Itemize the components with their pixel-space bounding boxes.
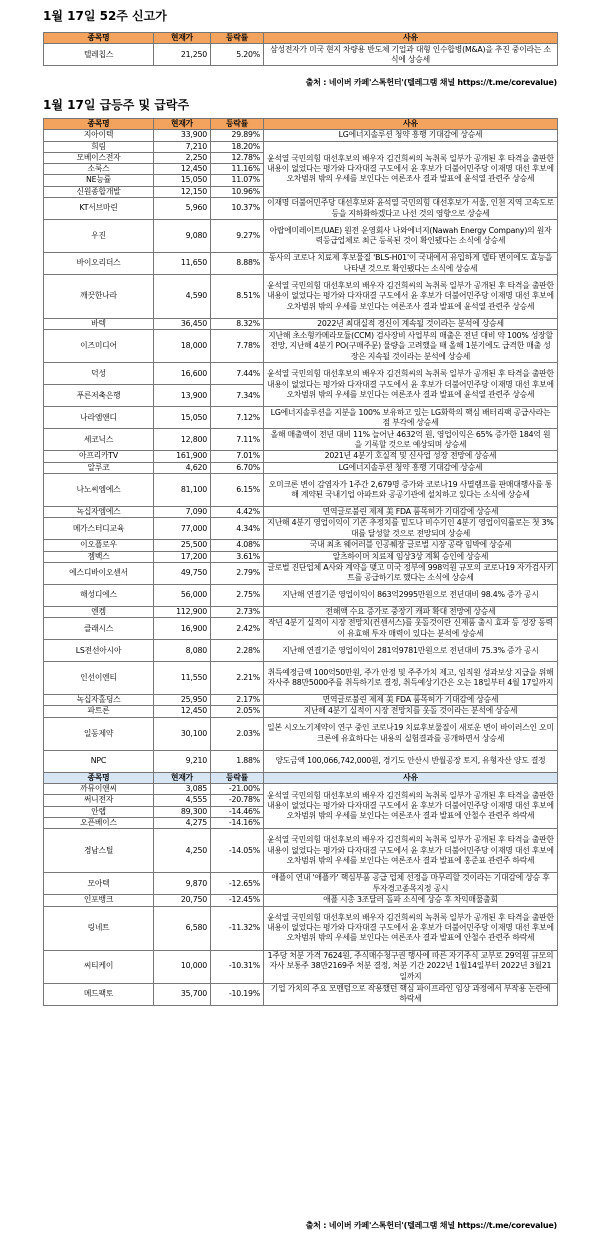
stock-reason: 글로벌 진단업체 A사와 계약을 맺고 미국 정부에 998억원 규모의 코로나19 자가검사키트를 공급하기로 했다는 소식에 상승세 [264,562,558,584]
stock-name: 오픈베이스 [44,817,154,828]
stock-change: 2.05% [211,706,264,717]
stock-change: 7.34% [211,385,264,407]
stock-change: -14.46% [211,806,264,817]
stock-price: 4,620 [154,462,211,473]
table-row [44,473,558,506]
table-row [44,784,558,795]
header-reason: 사유 [264,772,558,783]
table-row [44,618,558,640]
table-row [44,462,558,473]
stock-name: 덕성 [44,363,154,385]
stock-reason: 2021년 4분기 호실적 및 신사업 성장 전망에 상승세 [264,451,558,462]
stock-change: 2.17% [211,695,264,706]
stock-name: 녹십자홀딩스 [44,695,154,706]
stock-price: 49,750 [154,562,211,584]
table-row [44,562,558,584]
stock-name: 나라엠앤디 [44,407,154,429]
stock-name: NPC [44,750,154,772]
table-row [44,983,558,1005]
stock-change: 4.42% [211,506,264,517]
table-row [44,717,558,750]
header-name: 종목명 [44,33,154,44]
stock-name: 바텍 [44,319,154,330]
table-row [44,330,558,363]
stock-change: 2.03% [211,717,264,750]
stock-name: 모아텍 [44,873,154,895]
stock-name: 파트론 [44,706,154,717]
table-row [44,706,558,717]
stock-name: 세코닉스 [44,429,154,451]
stock-change: 3.61% [211,551,264,562]
stock-price: 11,550 [154,662,211,695]
table-row [44,44,558,66]
stock-reason: 지난해 4분기 영업이익이 기존 추정치를 밑도나 비수기인 4분기 영업이익률로는 첫 3%대를 달성할 것으로 전망되며 상승세 [264,518,558,540]
stock-name: 깨끗한나라 [44,275,154,319]
stock-reason: 기업 가치의 주요 모멘텀으로 작용했던 핵심 파이프라인 임상 과정에서 부작용 논란에 하락세 [264,983,558,1005]
stock-reason: 일본 시오노기제약이 연구 중인 코로나19 치료후보물질이 새로운 변이 바이러스인 오미크론에 유효하다는 내용의 실험결과를 공개하면서 상승세 [264,717,558,750]
header-change: 등락률 [211,772,264,783]
stock-change: 7.01% [211,451,264,462]
high52-title: 1월 17일 52주 신고가 [43,9,167,23]
stock-name: 이즈미디어 [44,330,154,363]
header-name: 종목명 [44,119,154,130]
header-price: 현재가 [154,119,211,130]
stock-name: 신원종합개발 [44,186,154,197]
stock-name: 우진 [44,220,154,253]
stock-price: 4,275 [154,817,211,828]
stock-reason: 국내 최초 웨어러블 인공췌장 글로벌 시장 공략 임박에 상승세 [264,540,558,551]
table-row [44,407,558,429]
stock-name: 해성디에스 [44,584,154,606]
stock-name: 지아이텍 [44,130,154,141]
stock-reason: 윤석열 국민의힘 대선후보의 배우자 김건희씨의 녹취록 일부가 공개된 후 타격을 출판한 내용이 없었다는 평가와 다자대결 구도에서 윤 후보가 더불어민주당 이재명 대선 후보에 오차범위 밖의 우세를 보인다는 여론조사 결과 발표에 윤석열 관련주 상승세 [264,275,558,319]
stock-price: 4,555 [154,795,211,806]
stock-change: 11.16% [211,164,264,175]
stock-reason: 동사의 코로나 치료제 후보물질 'BLS-H01'이 국내에서 유입하게 델타 변이에도 효능을 나타낸 것으로 확인됐다는 소식에 상승세 [264,253,558,275]
table-row [44,873,558,895]
stock-change: 7.11% [211,429,264,451]
stock-name: 젬백스 [44,551,154,562]
stock-name: 알루코 [44,462,154,473]
stock-reason: 애플이 연내 '애플카' 핵심부품 공급 업체 선정을 마무리할 것이라는 기대감에 상승 후 투자경고종목지정 공시 [264,873,558,895]
stock-name: 희림 [44,141,154,152]
stock-reason: 전해액 수요 증가로 중장기 캐파 확대 전망에 상승세 [264,606,558,617]
table-row [44,695,558,706]
stock-name: NE능률 [44,175,154,186]
stock-price: 9,210 [154,750,211,772]
stock-name: LS전선아시아 [44,640,154,662]
stock-reason: 윤석열 국민의힘 대선후보의 배우자 김건희씨의 녹취록 일부가 공개된 후 타격을 출판한 내용이 없었다는 평가와 다자대결 구도에서 윤 후보가 더불어민주당 이재명 대선 후보에 오차범위 밖의 우세를 보인다는 여론조사 결과 발표에 안철수 관련주 하락세 [264,784,558,829]
stock-change: -11.32% [211,906,264,950]
table-row [44,584,558,606]
table-row [44,253,558,275]
stock-name: 푸른저축은행 [44,385,154,407]
stock-change: -12.45% [211,895,264,906]
header-change: 등락률 [211,119,264,130]
header-reason: 사유 [264,119,558,130]
stock-price: 16,600 [154,363,211,385]
stock-change: 2.42% [211,618,264,640]
stock-price: 112,900 [154,606,211,617]
stock-name: 경남스틸 [44,829,154,873]
stock-reason: 취득예정금액 100억50만원, 주가 안정 및 주주가치 제고, 임직원 성과보상 지급을 위해 자사주 88만5000주를 취득하기로 결정, 취득예상기간은 오는 18일부터 4월 17일까지 [264,662,558,695]
stock-price: 36,450 [154,319,211,330]
table-header-row [44,119,558,130]
stock-change: -10.19% [211,983,264,1005]
stock-price: 8,080 [154,640,211,662]
stock-price: 33,900 [154,130,211,141]
table-row [44,198,558,220]
stock-change: 8.88% [211,253,264,275]
table-row [44,275,558,319]
stock-reason: 윤석열 국민의힘 대선후보의 배우자 김건희씨의 녹취록 일부가 공개된 후 타격을 출판한 내용이 없었다는 평가와 다자대결 구도에서 윤 후보가 더불어민주당 이재명 대선 후보에 오차범위 밖의 우세를 보인다는 여론조사 결과 발표에 안철수 관련주 하락세 [264,906,558,950]
stock-reason: 1주당 처분 가격 7624원, 주식매수청구권 행사에 따른 자기주식 교부로 29억원 규모의 자사 보통주 38만2169주 처분 결정, 처분 기간 2022년 1월14일부터 2022년 3월21일까지 [264,950,558,983]
stock-price: 56,000 [154,584,211,606]
stock-name: 에스디바이오센서 [44,562,154,584]
table-row [44,662,558,695]
stock-price: 77,000 [154,518,211,540]
header-price: 현재가 [154,33,211,44]
table-row [44,130,558,141]
stock-change: 7.44% [211,363,264,385]
stock-reason: 지난해 초소형카메라모듈(CCM) 검사장비 사업부의 매출은 전년 대비 약 100% 성장할 전망, 지난해 4분기 PO(구매주문) 물량을 고려했을 때 올해 1분기에도 급격한 매출 성장은 지속될 것이라는 분석에 상승세 [264,330,558,363]
stock-price: 10,000 [154,950,211,983]
stock-change: -14.05% [211,829,264,873]
stock-change: 2.73% [211,606,264,617]
table-row [44,220,558,253]
table-row [44,363,558,385]
stock-price: 12,150 [154,186,211,197]
stock-change: 2.79% [211,562,264,584]
table-row [44,950,558,983]
stock-price: 11,650 [154,253,211,275]
table-row [44,141,558,152]
stock-price: 30,100 [154,717,211,750]
stock-price: 12,800 [154,429,211,451]
stock-change: 8.32% [211,319,264,330]
stock-reason: 올해 매출액이 전년 대비 11% 늘어난 4632억 원, 영업이익은 65% 증가한 184억 원을 기록할 것으로 예상되며 상승세 [264,429,558,451]
stock-price: 3,085 [154,784,211,795]
stock-change: 4.34% [211,518,264,540]
table-row [44,506,558,517]
stock-reason: 아랍에미레이트(UAE) 원전 운영회사 나와에너지(Nawah Energy Company)의 원자력등급업체로 최근 등록된 것이 확인됐다는 소식에 상승세 [264,220,558,253]
table-row [44,895,558,906]
stock-reason: 작년 4분기 실적이 시장 전망치(컨센서스)를 웃돌것이란 신제품 출시 효과 등 성장 동력이 유효해 투자 매력이 있다는 분석에 상승세 [264,618,558,640]
stock-price: 4,250 [154,829,211,873]
stock-change: 7.78% [211,330,264,363]
stock-change: 6.70% [211,462,264,473]
stock-price: 18,000 [154,330,211,363]
stock-price: 20,750 [154,895,211,906]
stock-change: 18.20% [211,141,264,152]
stock-name: 메드팩토 [44,983,154,1005]
stock-change: 6.15% [211,473,264,506]
stock-reason: 애플 시총 3조달러 돌파 소식에 상승 후 차익매물출회 [264,895,558,906]
stock-name: 나노씨엠에스 [44,473,154,506]
stock-reason: LG에너지솔루션 청약 흥행 기대감에 상승세 [264,462,558,473]
stock-name: 일동제약 [44,717,154,750]
stock-change: 8.51% [211,275,264,319]
stock-price: 25,950 [154,695,211,706]
stock-reason: 2022년 최대실적 경신이 계속될 것이라는 분석에 상승세 [264,319,558,330]
stock-price: 17,200 [154,551,211,562]
stock-reason: 면역글로불린 제제 美 FDA 품목허가 기대감에 상승세 [264,506,558,517]
stock-name: 링네트 [44,906,154,950]
stock-price: 16,900 [154,618,211,640]
stock-reason: 오미크론 변이 감염자가 1주간 2,679명 증가와 코로나19 사멸램프를 판매대행사를 통해 계약된 국내기업 아파트와 공공기관에 설치하고 있다는 소식에 상승세 [264,473,558,506]
stock-reason: 지난해 4분기 실적이 시장 전망치를 웃돌 것이라는 분석에 상승세 [264,706,558,717]
stock-change: 7.12% [211,407,264,429]
stock-change: 10.37% [211,198,264,220]
stock-price: 7,090 [154,506,211,517]
stock-reason: 알츠하이머 치료제 임상3상 계획 승인에 상승세 [264,551,558,562]
stock-change: 29.89% [211,130,264,141]
table-row [44,319,558,330]
stock-name: 메가스터디교육 [44,518,154,540]
stock-change: -14.16% [211,817,264,828]
movers-table [43,118,558,1006]
stock-price: 25,500 [154,540,211,551]
stock-price: 15,050 [154,175,211,186]
stock-name: 안랩 [44,806,154,817]
stock-price: 5,960 [154,198,211,220]
stock-name: 써니전자 [44,795,154,806]
table-row [44,540,558,551]
stock-price: 12,450 [154,164,211,175]
table-row [44,606,558,617]
stock-change: 2.21% [211,662,264,695]
stock-price: 9,870 [154,873,211,895]
stock-name: 클래시스 [44,618,154,640]
table-row [44,551,558,562]
stock-price: 4,590 [154,275,211,319]
table-row [44,829,558,873]
stock-change: 5.20% [211,44,264,66]
stock-reason: 지난해 연결기준 영업이익이 863억2995만원으로 전년대비 98.4% 증가 공시 [264,584,558,606]
stock-name: 씨티케이 [44,950,154,983]
stock-name: 인포뱅크 [44,895,154,906]
stock-price: 21,250 [154,44,211,66]
stock-reason: LG에너지솔루션을 지분을 100% 보유하고 있는 LG화학의 핵심 배터리팩 공급사라는 점 부각에 상승세 [264,407,558,429]
stock-reason: 지난해 연결기준 영업이익이 281억9781만원으로 전년대비 75.3% 증가 공시 [264,640,558,662]
stock-change: 9.27% [211,220,264,253]
stock-reason: 이재명 더불어민주당 대선후보와 윤석열 국민의힘 대선후보가 서울, 인천 지역 고속도로 등을 지하화하겠다고 나선 것의 영향으로 상승세 [264,198,558,220]
movers-title: 1월 17일 급등주 및 급락주 [43,98,190,112]
source-note: 출처 : 네이버 카페'스톡헌터'(텔레그램 채널 https://t.me/corevalue) [305,1221,557,1230]
high52-table [43,32,558,66]
stock-name: 모베이스전자 [44,152,154,163]
stock-name: 텔레칩스 [44,44,154,66]
stock-price: 7,210 [154,141,211,152]
stock-name: 바이오리더스 [44,253,154,275]
stock-reason: 윤석열 국민의힘 대선후보의 배우자 김건희씨의 녹취록 일부가 공개된 후 타격을 출판한 내용이 없었다는 평가와 다자대결 구도에서 윤 후보가 더불어민주당 이재명 대선 후보에 오차범위 밖의 우세를 보인다는 여론조사 결과 발표에 홍준표 관련주 하락세 [264,829,558,873]
stock-reason: 양도금액 100,066,742,000원, 경기도 안산시 반월공장 토지, 유형자산 양도 결정 [264,750,558,772]
stock-price: 6,580 [154,906,211,950]
header-name: 종목명 [44,772,154,783]
stock-change: -10.31% [211,950,264,983]
stock-price: 12,450 [154,706,211,717]
stock-price: 89,300 [154,806,211,817]
table-row [44,518,558,540]
header-reason: 사유 [264,33,558,44]
stock-change: -21.00% [211,784,264,795]
stock-name: 까뮤이앤씨 [44,784,154,795]
stock-change: -12.65% [211,873,264,895]
table-row [44,640,558,662]
stock-price: 15,050 [154,407,211,429]
stock-name: 아프리카TV [44,451,154,462]
stock-name: 인선이엔티 [44,662,154,695]
stock-change: 10.96% [211,186,264,197]
stock-price: 2,250 [154,152,211,163]
stock-price: 161,900 [154,451,211,462]
table-row [44,750,558,772]
stock-name: KT서브마린 [44,198,154,220]
stock-name: 녹십자엠에스 [44,506,154,517]
table-header-row [44,772,558,783]
stock-price: 9,080 [154,220,211,253]
source-note: 출처 : 네이버 카페'스톡헌터'(텔레그램 채널 https://t.me/corevalue) [305,78,557,87]
stock-change: 12.78% [211,152,264,163]
stock-reason: 윤석열 국민의힘 대선후보의 배우자 김건희씨의 녹취록 일부가 공개된 후 타격을 출판한 내용이 없었다는 평가와 다자대결 구도에서 윤 후보가 더불어민주당 이재명 대선 후보에 오차범위 밖의 우세를 보인다는 여론조사 결과 발표에 윤석열 관련주 상승세 [264,141,558,197]
header-price: 현재가 [154,772,211,783]
stock-price: 35,700 [154,983,211,1005]
stock-price: 13,900 [154,385,211,407]
stock-reason: 면역글로불린 제제 美 FDA 품목허가 기대감에 상승세 [264,695,558,706]
table-row [44,451,558,462]
table-row [44,906,558,950]
stock-change: 2.28% [211,640,264,662]
stock-change: 4.08% [211,540,264,551]
stock-reason: 윤석열 국민의힘 대선후보의 배우자 김건희씨의 녹취록 일부가 공개된 후 타격을 출판한 내용이 없었다는 평가와 다자대결 구도에서 윤 후보가 더불어민주당 이재명 대선 후보에 오차범위 밖의 우세를 보인다는 여론조사 결과 발표에 윤석열 관련주 상승세 [264,363,558,407]
table-row [44,429,558,451]
stock-reason: 삼성전자가 미국 현지 차량용 반도체 기업과 대형 인수합병(M&A)을 추진 중이라는 소식에 상승세 [264,44,558,66]
stock-name: 소룩스 [44,164,154,175]
header-change: 등락률 [211,33,264,44]
stock-name: 이오플로우 [44,540,154,551]
stock-change: -20.78% [211,795,264,806]
stock-reason: LG에너지솔루션 청약 흥행 기대감에 상승세 [264,130,558,141]
stock-change: 1.88% [211,750,264,772]
stock-name: 엔켐 [44,606,154,617]
stock-change: 11.07% [211,175,264,186]
stock-change: 2.75% [211,584,264,606]
stock-price: 81,100 [154,473,211,506]
